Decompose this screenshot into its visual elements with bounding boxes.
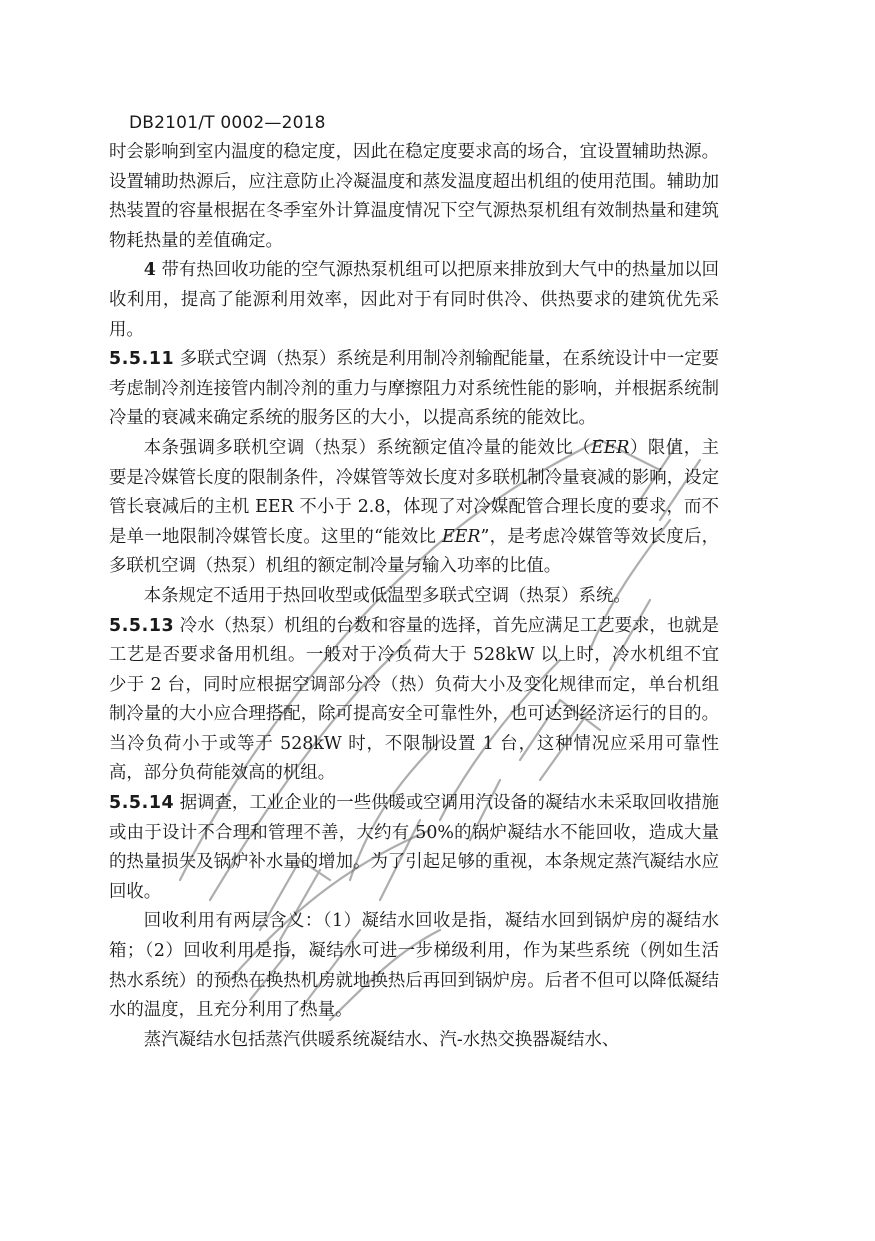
eer-term: EER — [441, 526, 481, 547]
paragraph-text: 多联式空调（热泵）系统是利用制冷剂输配能量，在系统设计中一定要考虑制冷剂连接管内制冷剂的重力与摩擦阻力对系统性能的影响，并根据系统制冷量的衰减来确定系统的服务区的大小，以提高系统的能效比。 — [109, 349, 720, 429]
paragraph-auxiliary-heat — [109, 138, 719, 256]
clause-number: 5.5.14 — [109, 793, 175, 814]
paragraph-text: 冷水（热泵）机组的台数和容量的选择，首先应满足工艺要求，也就是工艺是否要求备用机组。一般对于冷负荷大于 528kW 以上时，冷水机组不宜少于 2 台，同时应根据空调部分冷（热）负荷大小及变化规律而定，单台机组制冷量的大小应合理搭配，除可提高安全可靠性外，也可达到经济运行的目的。当冷负荷小于或等于 528kW 时，不限制设置 1 台，这种情况应采用可靠性高，部分负荷能效高的机组。 — [109, 615, 720, 784]
paragraph-text: 带有热回收功能的空气源热泵机组可以把原来排放到大气中的热量加以回收利用，提高了能源利用效率，因此对于有同时供冷、供热要求的建筑优先采用。 — [109, 260, 719, 340]
paragraph-recovery-meaning — [109, 907, 719, 1025]
clause-5-5-14 — [109, 789, 719, 907]
clause-5-5-11 — [109, 345, 719, 434]
paragraph-text: 本条规定不适用于热回收型或低温型多联式空调（热泵）系统。 — [143, 585, 631, 606]
clause-number: 5.5.11 — [109, 349, 175, 370]
eer-term: EER — [591, 437, 630, 458]
paragraph-text: ”，是考虑冷媒管等效长度后，多联机空调（热泵）机组的额定制冷量与输入功率的比值。 — [109, 526, 719, 577]
paragraph-item-4 — [109, 256, 719, 345]
document-code: DB2101/T 0002—2018 — [129, 113, 326, 133]
item-number: 4 — [143, 260, 156, 281]
paragraph-text: 蒸汽凝结水包括蒸汽供暖系统凝结水、汽-水热交换器凝结水、 — [143, 1029, 620, 1050]
paragraph-text: ）限值，主要是冷媒管长度的限制条件，冷媒管等效长度对多联机制冷量衰减的影响，设定管长衰减后的主机 EER 不小于 2.8，体现了对冷媒配管合理长度的要求，而不是单一地限制冷媒管长度。这里的“能效比 — [109, 437, 719, 547]
paragraph-eer-limit — [109, 434, 719, 582]
paragraph-text: 回收利用有两层含义：（1）凝结水回收是指，凝结水回到锅炉房的凝结水箱；（2）回收利用是指，凝结水可进一步梯级利用，作为某些系统（例如生活热水系统）的预热在换热机房就地换热后再回到锅炉房。后者不但可以降低凝结水的温度，且充分利用了热量。 — [109, 911, 719, 1021]
paragraph-text: 据调查，工业企业的一些供暖或空调用汽设备的凝结水未采取回收措施或由于设计不合理和管理不善，大约有 50%的锅炉凝结水不能回收，造成大量的热量损失及锅炉补水量的增加。为了引起足够的重视，本条规定蒸汽凝结水应回收。 — [109, 793, 720, 902]
paragraph-text: 本条强调多联机空调（热泵）系统额定值冷量的能效比（ — [143, 437, 592, 458]
paragraph-not-applicable — [109, 582, 719, 612]
clause-5-5-13 — [109, 612, 719, 790]
paragraph-condensate-types — [109, 1026, 719, 1056]
clause-number: 5.5.13 — [109, 615, 175, 636]
paragraph-text: 时会影响到室内温度的稳定度，因此在稳定度要求高的场合，宜设置辅助热源。设置辅助热源后，应注意防止冷凝温度和蒸发温度超出机组的使用范围。辅助加热装置的容量根据在冬季室外计算温度情况下空气源热泵机组有效制热量和建筑物耗热量的差值确定。 — [109, 142, 719, 251]
document-body — [109, 138, 719, 1055]
